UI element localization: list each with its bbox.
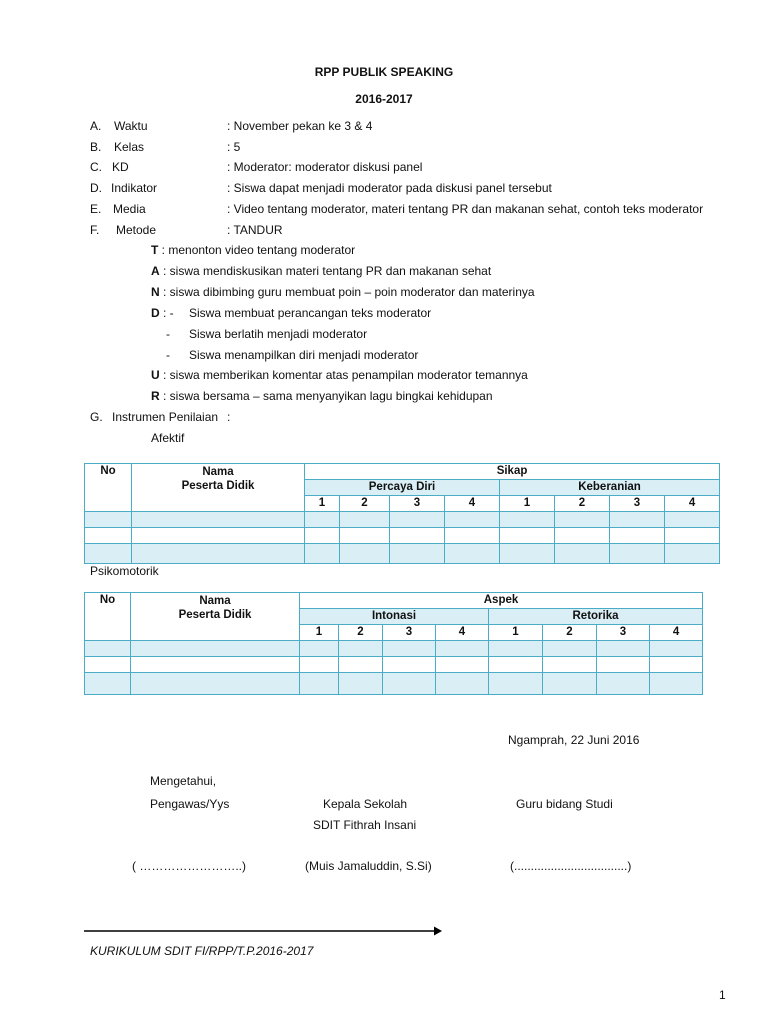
dash-bullet: - [166,327,170,341]
item-colon: : [227,410,231,424]
pengawas-name: ( ……………………..) [132,859,246,873]
table-row [85,512,720,528]
header-intonasi: Intonasi [300,609,489,625]
tandur-a: A : siswa mendiskusikan materi tentang PR dan makanan sehat [151,264,492,278]
item-letter: A. [90,119,102,133]
score-header: 1 [300,625,339,641]
score-header: 3 [610,496,665,512]
score-header: 3 [597,625,650,641]
item-value: : Video tentang moderator, materi tentang PR dan makanan sehat, contoh teks moderator [227,202,704,216]
place-date: Ngamprah, 22 Juni 2016 [508,733,640,747]
item-label: Metode [116,223,157,237]
tandur-d-step: Siswa membuat perancangan teks moderator [189,306,432,320]
pengawas-role: Pengawas/Yys [150,797,230,811]
guru-name: (..................................) [510,859,632,873]
tandur-r: R : siswa bersama – sama menyanyikan lagu bingkai kehidupan [151,389,493,403]
score-header: 1 [305,496,340,512]
item-label: Waktu [114,119,148,133]
item-letter: E. [90,202,102,216]
kepala-name: (Muis Jamaluddin, S.Si) [305,859,432,873]
kepala-school: SDIT Fithrah Insani [313,818,417,832]
header-aspek: Aspek [300,593,703,609]
header-keberanian: Keberanian [500,480,720,496]
item-value: : Moderator: moderator diskusi panel [227,160,423,174]
item-letter: D. [90,181,102,195]
item-label: Kelas [114,140,145,154]
score-header: 1 [500,496,555,512]
footer-text: KURIKULUM SDIT FI/RPP/T.P.2016-2017 [90,944,314,958]
psikomotorik-caption: Psikomotorik [90,564,159,578]
header-no: No [85,593,131,641]
table-row [85,528,720,544]
score-header: 3 [390,496,445,512]
score-header: 4 [665,496,720,512]
score-header: 4 [445,496,500,512]
item-letter: F. [90,223,100,237]
page-number: 1 [719,988,726,1002]
score-header: 4 [650,625,703,641]
score-header: 2 [555,496,610,512]
kepala-role: Kepala Sekolah [323,797,408,811]
score-header: 2 [543,625,597,641]
item-letter: C. [90,160,102,174]
item-letter: G. [90,410,103,424]
item-letter: B. [90,140,102,154]
footer-arrow-line [84,925,444,937]
header-nama: Nama Peserta Didik [131,593,300,641]
score-header: 4 [436,625,489,641]
tandur-t: T : menonton video tentang moderator [151,243,356,257]
item-value: : TANDUR [227,223,283,237]
item-label: Instrumen Penilaian [112,410,219,424]
header-sikap: Sikap [305,464,720,480]
tandur-n: N : siswa dibimbing guru membuat poin – poin moderator dan materinya [151,285,535,299]
score-header: 1 [489,625,543,641]
header-nama: Nama Peserta Didik [132,464,305,512]
table-row [85,641,703,657]
header-percaya-diri: Percaya Diri [305,480,500,496]
table-row [85,544,720,564]
psikomotorik-table [84,592,703,695]
score-header: 2 [340,496,390,512]
header-no: No [85,464,132,512]
table-row [85,657,703,673]
score-header: 3 [383,625,436,641]
afektif-table [84,463,720,564]
item-value: : Siswa dapat menjadi moderator pada diskusi panel tersebut [227,181,552,195]
tandur-d-step: Siswa berlatih menjadi moderator [189,327,368,341]
item-value: : November pekan ke 3 & 4 [227,119,373,133]
score-header: 2 [339,625,383,641]
item-label: KD [112,160,129,174]
table-row [85,673,703,695]
mengetahui-label: Mengetahui, [150,774,217,788]
item-label: Indikator [111,181,158,195]
item-label: Media [113,202,146,216]
tandur-d-step: Siswa menampilkan diri menjadi moderator [189,348,419,362]
document-title: RPP PUBLIK SPEAKING [314,65,454,79]
tandur-d: D : - [151,306,174,320]
guru-role: Guru bidang Studi [516,797,613,811]
tandur-u: U : siswa memberikan komentar atas penampilan moderator temannya [151,368,528,382]
dash-bullet: - [166,348,170,362]
afektif-caption: Afektif [151,431,185,445]
document-year: 2016-2017 [355,92,413,106]
header-retorika: Retorika [489,609,703,625]
item-value: : 5 [227,140,241,154]
